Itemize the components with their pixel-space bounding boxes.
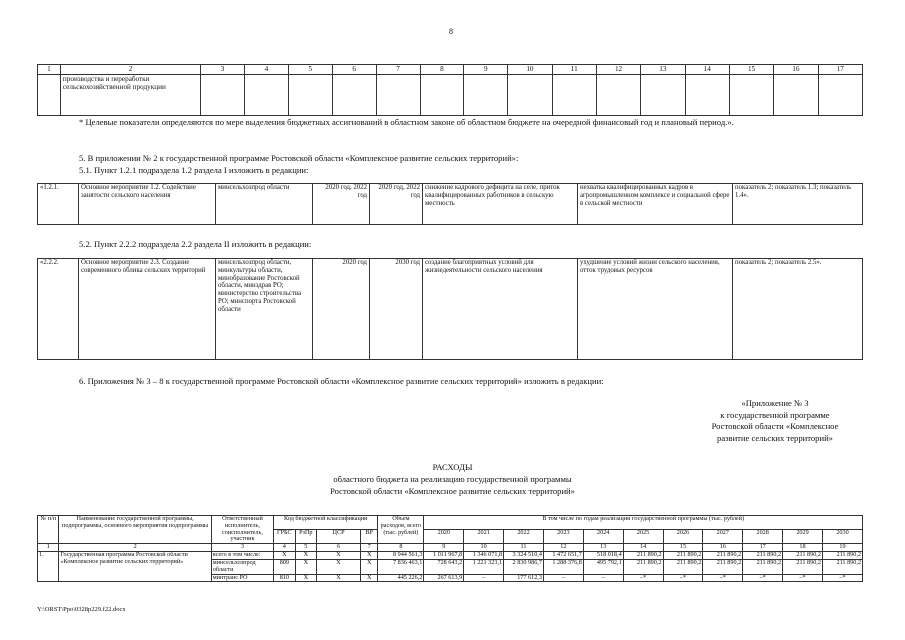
header-year: 2029 — [783, 530, 823, 544]
col-num: 4 — [274, 544, 295, 552]
row-vr: X — [360, 552, 377, 560]
document-title: РАСХОДЫ — [432, 462, 473, 472]
col-num: 17 — [743, 544, 783, 552]
table-cell — [376, 75, 420, 116]
col-num: 9 — [424, 544, 464, 552]
item-consequence: нехватка квалифицированных кадров в агропромышленном комплексе и социальной сфере в сельской местности — [578, 184, 733, 225]
row-year-value: 1 288 376,8 — [543, 559, 583, 574]
row-grbs: 810 — [274, 574, 295, 582]
header-year: 2030 — [822, 530, 862, 544]
row-year-value: 211 890,2 — [663, 552, 703, 560]
appendix-line: «Приложение № 3 — [741, 398, 809, 408]
col-num: 10 — [464, 544, 504, 552]
item-1-2-1-table — [37, 183, 863, 225]
row-year-value: 1 472 651,7 — [543, 552, 583, 560]
table-cell — [685, 75, 729, 116]
row-total: 8 944 561,3 — [378, 552, 424, 560]
item-start: 2020 год — [313, 259, 370, 360]
header-name: Наименование государственной программы, подпрограммы, основного мероприятия подпрограммы — [59, 516, 211, 544]
row-grbs: X — [274, 552, 295, 560]
row-rzpr: X — [295, 559, 316, 574]
table-cell — [774, 75, 818, 116]
row-rzpr: X — [295, 574, 316, 582]
col-num: 7 — [376, 65, 420, 75]
col-num: 5 — [295, 544, 316, 552]
table-row — [38, 259, 863, 360]
page-number: 8 — [449, 27, 453, 36]
table-cell — [818, 75, 862, 116]
row-year-value: 211 890,2 — [783, 559, 823, 574]
table-cell — [201, 75, 245, 116]
table-row — [38, 75, 863, 116]
col-num: 3 — [211, 544, 273, 552]
paragraph-5-2: 5.2. Пункт 2.2.2 подраздела 2.2 раздела II изложить в редакции: — [79, 239, 312, 249]
item-result: снижение кадрового дефицита на селе, приток квалифицированных работников в сельскую местность — [423, 184, 578, 225]
row-vr: X — [360, 559, 377, 574]
item-number: «2.2.2. — [38, 259, 79, 360]
row-year-value: –* — [623, 574, 663, 582]
appendix-header — [700, 398, 850, 444]
document-subtitle: Ростовской области «Комплексное развитие сельских территорий» — [330, 486, 575, 496]
item-end: 2030 год — [370, 259, 423, 360]
header-year: 2023 — [543, 530, 583, 544]
header-executor: Ответственный исполнитель, соисполнитель, участник — [211, 516, 273, 544]
col-num: 11 — [504, 544, 544, 552]
row-year-value: 1 221 323,1 — [464, 559, 504, 574]
row-year-value: – — [583, 574, 623, 582]
header-num: № п/п — [38, 516, 59, 544]
col-num: 17 — [818, 65, 862, 75]
row-year-value: 3 324 510,4 — [504, 552, 544, 560]
col-num: 8 — [378, 544, 424, 552]
header-year: 2020 — [424, 530, 464, 544]
col-num: 6 — [332, 65, 376, 75]
row-grbs: 809 — [274, 559, 295, 574]
row-year-value: 211 890,2 — [623, 559, 663, 574]
row-year-value: –* — [822, 574, 862, 582]
col-num: 10 — [508, 65, 552, 75]
row-csr: X — [317, 574, 361, 582]
file-path-footer: Y:\ORST\Ppo\0328p229.f22.docx — [37, 606, 126, 613]
header-vr: ВР — [360, 530, 377, 544]
item-name: Основное мероприятие 2.3. Создание современного облика сельских территорий — [79, 259, 216, 360]
continuation-table — [37, 64, 863, 116]
col-num: 2 — [60, 65, 200, 75]
row-year-value: 211 890,2 — [703, 552, 743, 560]
col-num: 7 — [360, 544, 377, 552]
row-year-value: 518 018,4 — [583, 552, 623, 560]
header-year: 2027 — [703, 530, 743, 544]
header-rzpr: РзПр — [295, 530, 316, 544]
col-num: 16 — [774, 65, 818, 75]
table-cell — [245, 75, 289, 116]
table-cell — [729, 75, 773, 116]
item-indicator: показатель 2; показатель 1.3; показатель 1.4». — [733, 184, 863, 225]
col-num: 4 — [245, 65, 289, 75]
item-consequence: ухудшение условий жизни сельского населения, отток трудовых ресурсов — [578, 259, 733, 360]
col-num: 15 — [663, 544, 703, 552]
item-start: 2020 год, 2022 год — [313, 184, 370, 225]
col-num: 13 — [583, 544, 623, 552]
row-total: 7 836 463,1 — [378, 559, 424, 574]
header-csr: ЦСР — [317, 530, 361, 544]
row-program-name: Государственная программа Ростовской области «Комплексное развитие сельских территорий» — [59, 552, 211, 582]
row-total: 445 226,2 — [378, 574, 424, 582]
row-year-value: 211 890,2 — [822, 552, 862, 560]
row-year-value: 211 890,2 — [703, 559, 743, 574]
table-cell — [38, 75, 61, 116]
header-grbs: ГРБС — [274, 530, 295, 544]
paragraph-5-1: 5.1. Пункт 1.2.1 подраздела 1.2 раздела I изложить в редакции: — [79, 165, 309, 175]
header-year: 2026 — [663, 530, 703, 544]
item-name: Основное мероприятие 1.2. Содействие занятости сельского населения — [79, 184, 216, 225]
item-end: 2020 год, 2022 год — [370, 184, 423, 225]
col-num: 13 — [641, 65, 685, 75]
col-num: 1 — [38, 65, 61, 75]
row-label: производства и переработки сельскохозяйственной продукции — [60, 75, 200, 116]
table-row — [38, 184, 863, 225]
row-year-value: –* — [663, 574, 703, 582]
header-years: В том числе по годам реализации государственной программы (тыс. рублей) — [424, 516, 863, 530]
appendix-line: развитие сельских территорий» — [717, 432, 833, 443]
header-year: 2024 — [583, 530, 623, 544]
col-num: 14 — [685, 65, 729, 75]
row-number: 1. — [38, 552, 59, 582]
footnote-paragraph: * Целевые показатели определяются по мере выделения бюджетных ассигнований в областном законе об областном бюджете на очередной финансовый год и плановый период.». — [79, 117, 734, 127]
table-cell — [508, 75, 552, 116]
col-num: 8 — [420, 65, 464, 75]
row-year-value: 267 613,9 — [424, 574, 464, 582]
row-year-value: 211 890,2 — [623, 552, 663, 560]
row-year-value: 177 612,3 — [504, 574, 544, 582]
col-num: 19 — [822, 544, 862, 552]
row-vr: X — [360, 574, 377, 582]
row-year-value: – — [464, 574, 504, 582]
col-num: 15 — [729, 65, 773, 75]
paragraph-5: 5. В приложении № 2 к государственной программе Ростовской области «Комплексное развитие сельских территорий»: — [79, 153, 519, 163]
header-code: Код бюджетной классификации — [274, 516, 378, 530]
expenditures-table — [37, 515, 863, 582]
col-num: 16 — [703, 544, 743, 552]
row-rzpr: X — [295, 552, 316, 560]
appendix-line: к государственной программе — [720, 409, 830, 420]
item-executor: минсельхозпрод области — [216, 184, 313, 225]
row-year-value: 211 890,2 — [743, 559, 783, 574]
col-num: 1 — [38, 544, 59, 552]
row-year-value: –* — [783, 574, 823, 582]
row-year-value: –* — [703, 574, 743, 582]
row-year-value: –* — [743, 574, 783, 582]
table-cell — [596, 75, 640, 116]
paragraph-6: 6. Приложения № 3 – 8 к государственной программе Ростовской области «Комплексное развитие сельских территорий» изложить в редакции: — [79, 376, 604, 386]
item-result: создание благоприятных условий для жизнедеятельности сельского населения — [423, 259, 578, 360]
row-year-value: 211 890,2 — [783, 552, 823, 560]
col-num: 18 — [783, 544, 823, 552]
header-row — [38, 516, 863, 530]
header-total: Объем расходов, всего (тыс. рублей) — [378, 516, 424, 544]
header-year: 2021 — [464, 530, 504, 544]
item-2-2-2-table — [37, 258, 863, 360]
row-year-value: 495 792,1 — [583, 559, 623, 574]
table-cell — [641, 75, 685, 116]
col-num: 9 — [464, 65, 508, 75]
row-year-value: 1 346 071,8 — [464, 552, 504, 560]
col-num: 6 — [317, 544, 361, 552]
appendix-line: Ростовской области «Комплексное — [711, 421, 839, 431]
row-year-value: 211 890,2 — [822, 559, 862, 574]
row-year-value: 2 830 986,7 — [504, 559, 544, 574]
row-csr: X — [317, 552, 361, 560]
col-num: 3 — [201, 65, 245, 75]
col-num: 12 — [596, 65, 640, 75]
document-subtitle: областного бюджета на реализацию государственной программы — [333, 474, 572, 484]
row-year-value: 211 890,2 — [663, 559, 703, 574]
row-executor: минсельхозпрод области — [211, 559, 273, 574]
row-executor: минтранс РО — [211, 574, 273, 582]
col-num: 2 — [59, 544, 211, 552]
row-year-value: 728 643,2 — [424, 559, 464, 574]
table-cell — [552, 75, 596, 116]
table-cell — [464, 75, 508, 116]
header-year: 2025 — [623, 530, 663, 544]
table-cell — [332, 75, 376, 116]
row-year-value: 1 011 967,8 — [424, 552, 464, 560]
table-cell — [420, 75, 464, 116]
item-number: «1.2.1. — [38, 184, 79, 225]
row-executor: всего в том числе: — [211, 552, 273, 560]
item-indicator: показатель 2; показатель 2.5». — [733, 259, 863, 360]
row-year-value: – — [543, 574, 583, 582]
table-cell — [288, 75, 332, 116]
row-year-value: 211 890,2 — [743, 552, 783, 560]
col-num: 11 — [552, 65, 596, 75]
header-year: 2022 — [504, 530, 544, 544]
col-num: 14 — [623, 544, 663, 552]
header-year: 2028 — [743, 530, 783, 544]
col-num: 12 — [543, 544, 583, 552]
col-num: 5 — [288, 65, 332, 75]
column-number-row — [38, 65, 863, 75]
item-executor: минсельхозпрод области, минкультуры области, минобразование Ростовской области, минздрав РО; министерство строительства РО; минспорта Ростовской области — [216, 259, 313, 360]
row-csr: X — [317, 559, 361, 574]
